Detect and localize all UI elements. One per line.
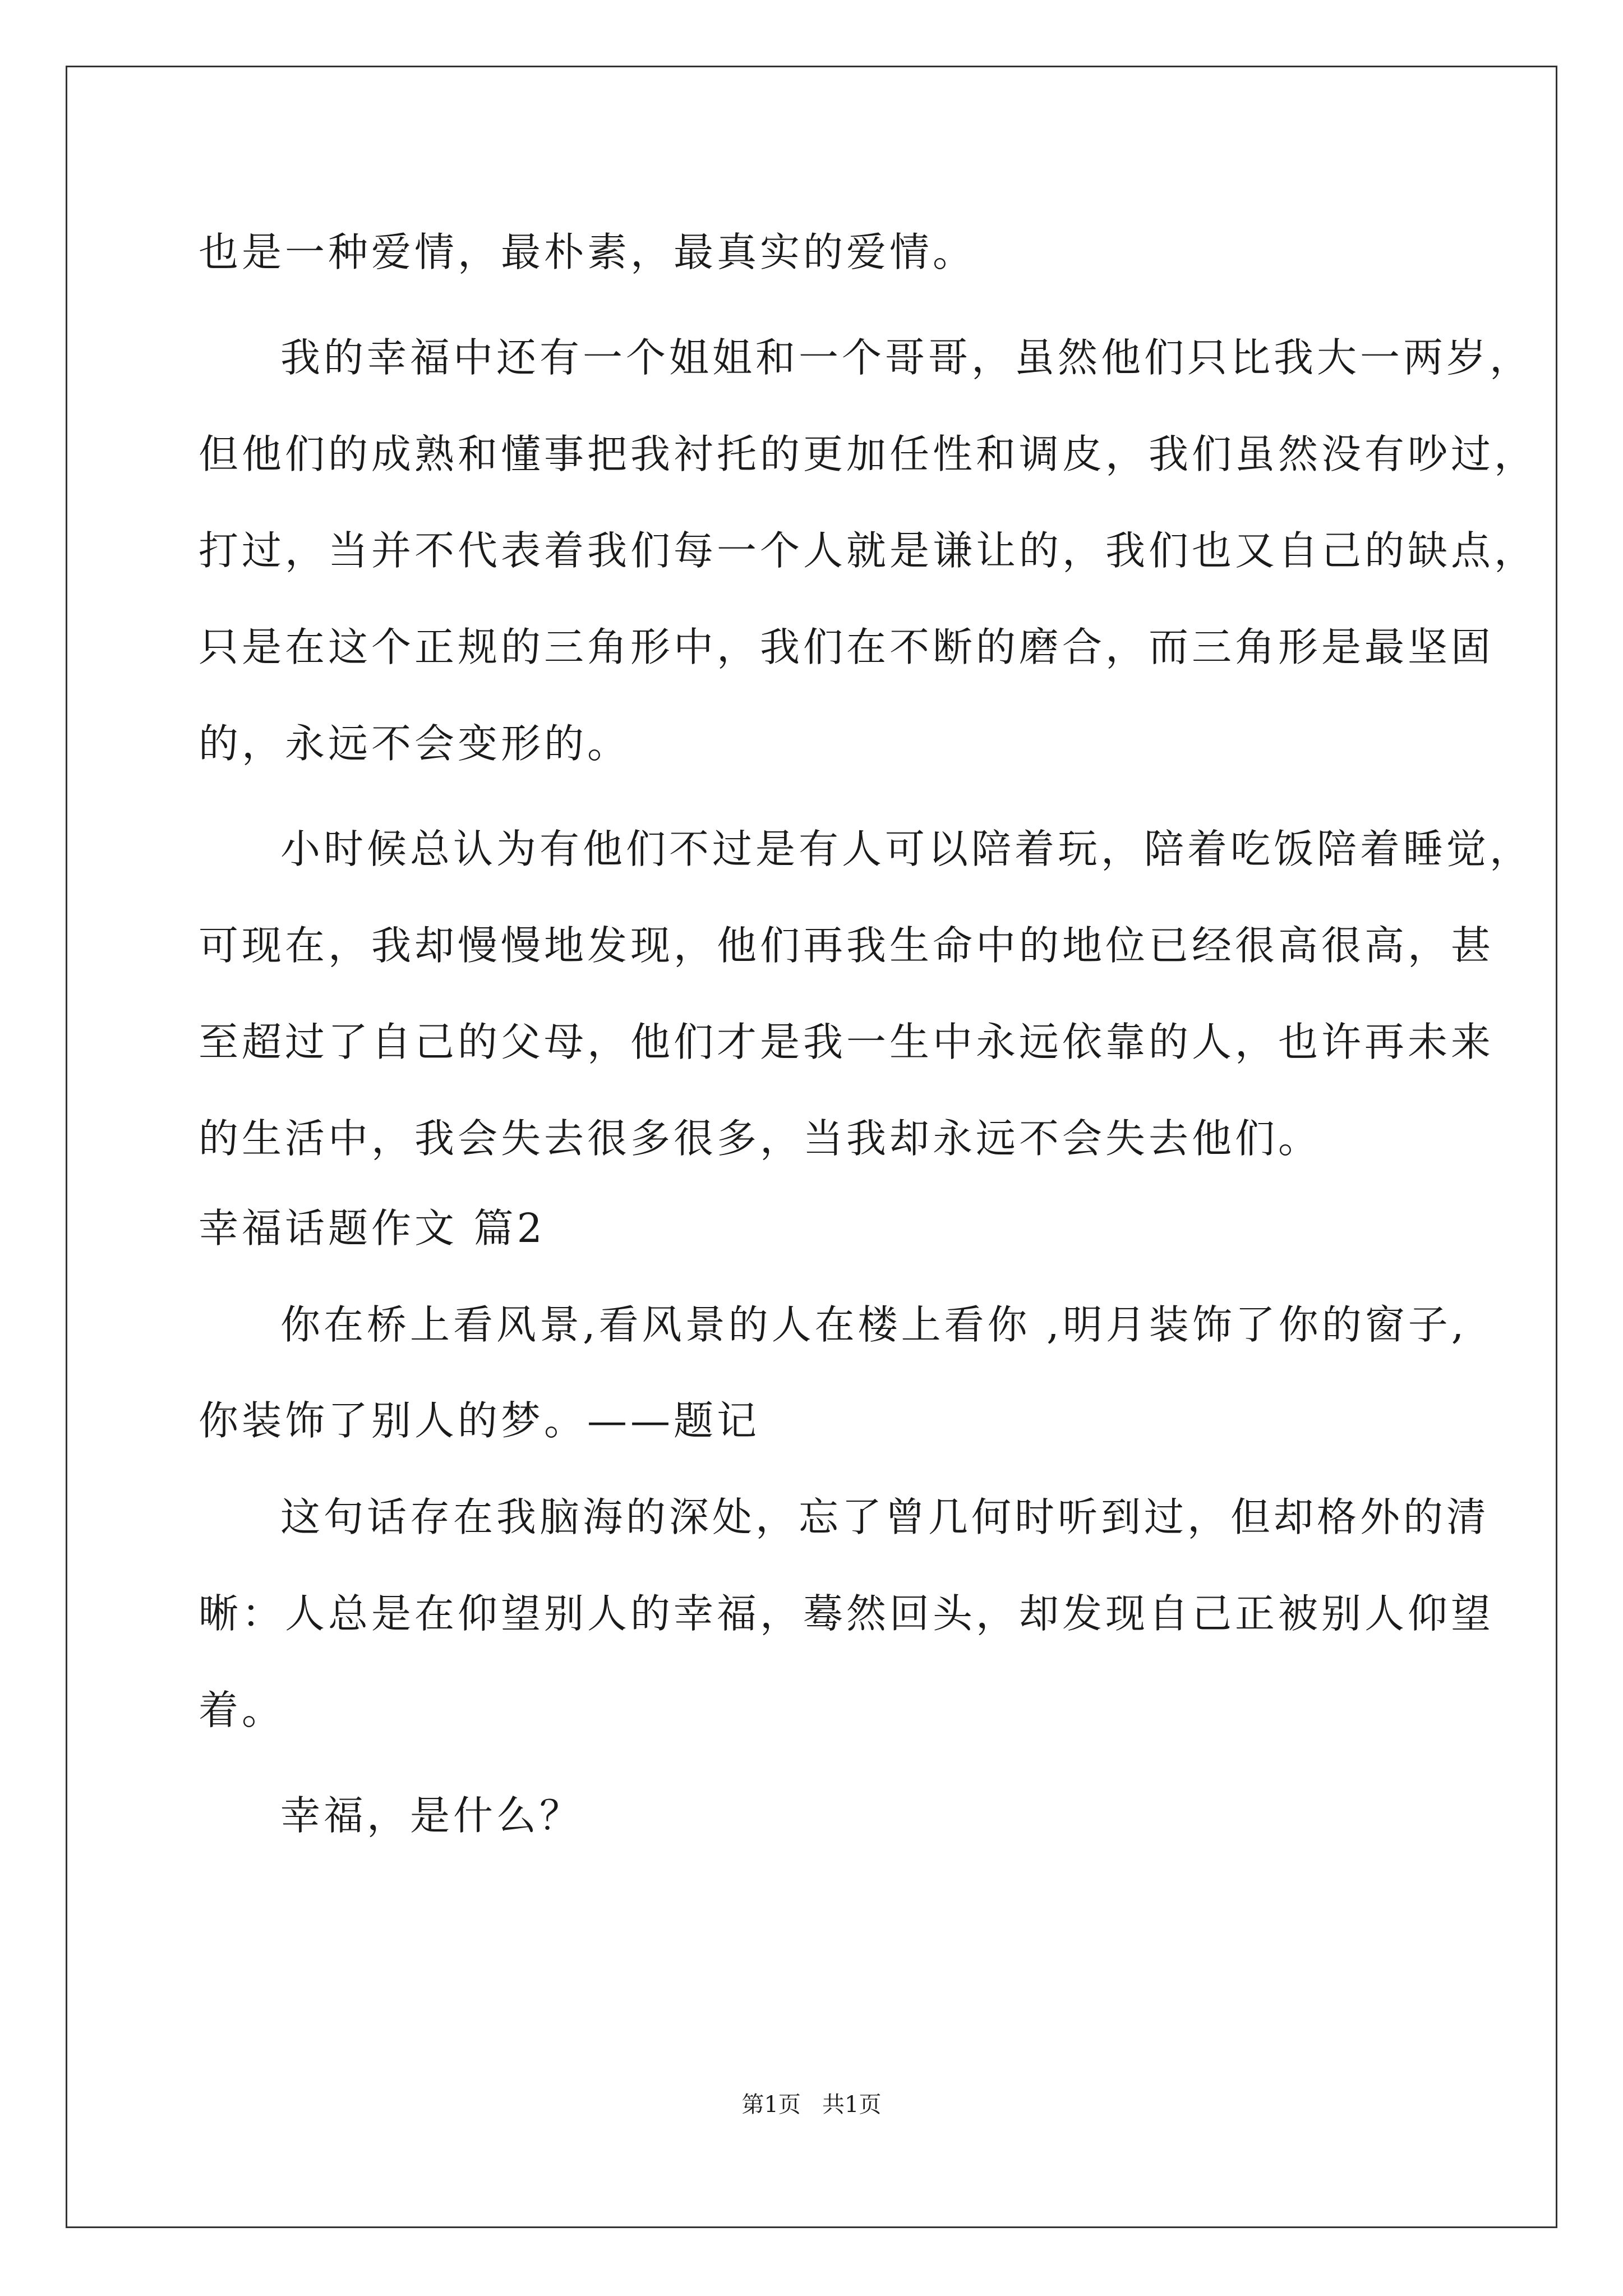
text-line: 的，永远不会变形的。 bbox=[199, 720, 631, 767]
text-line: 可现在，我却慢慢地发现，他们再我生命中的地位已经很高很高，甚 bbox=[199, 922, 1495, 969]
text-line: 只是在这个正规的三角形中，我们在不断的磨合，而三角形是最坚固 bbox=[199, 624, 1495, 670]
text-line: 你在桥上看风景,看风景的人在楼上看你 ,明月装饰了你的窗子, bbox=[280, 1301, 1468, 1348]
text-line: 你装饰了别人的梦。——题记 bbox=[199, 1397, 760, 1444]
page-footer: 第1页 共1页 bbox=[741, 2092, 882, 2118]
text-line: 的生活中，我会失去很多很多，当我却永远不会失去他们。 bbox=[199, 1115, 1322, 1162]
text-line: 但他们的成熟和懂事把我衬托的更加任性和调皮，我们虽然没有吵过， bbox=[199, 431, 1538, 477]
text-line: 幸福，是什么？ bbox=[280, 1792, 583, 1839]
text-line: 打过，当并不代表着我们每一个人就是谦让的，我们也又自己的缺点， bbox=[199, 527, 1538, 574]
text-line: 着。 bbox=[199, 1687, 285, 1733]
text-line: 我的幸福中还有一个姐姐和一个哥哥，虽然他们只比我大一两岁， bbox=[280, 334, 1533, 381]
section-heading: 幸福话题作文 篇2 bbox=[199, 1205, 546, 1251]
text-line: 至超过了自己的父母，他们才是我一生中永远依靠的人，也许再未来 bbox=[199, 1019, 1495, 1065]
text-line: 也是一种爱情，最朴素，最真实的爱情。 bbox=[199, 229, 976, 275]
text-line: 这句话存在我脑海的深处，忘了曾几何时听到过，但却格外的清 bbox=[280, 1494, 1490, 1540]
text-line: 小时候总认为有他们不过是有人可以陪着玩，陪着吃饭陪着睡觉， bbox=[280, 826, 1533, 872]
text-line: 晰：人总是在仰望别人的幸福，蓦然回头，却发现自己正被别人仰望 bbox=[199, 1590, 1495, 1637]
